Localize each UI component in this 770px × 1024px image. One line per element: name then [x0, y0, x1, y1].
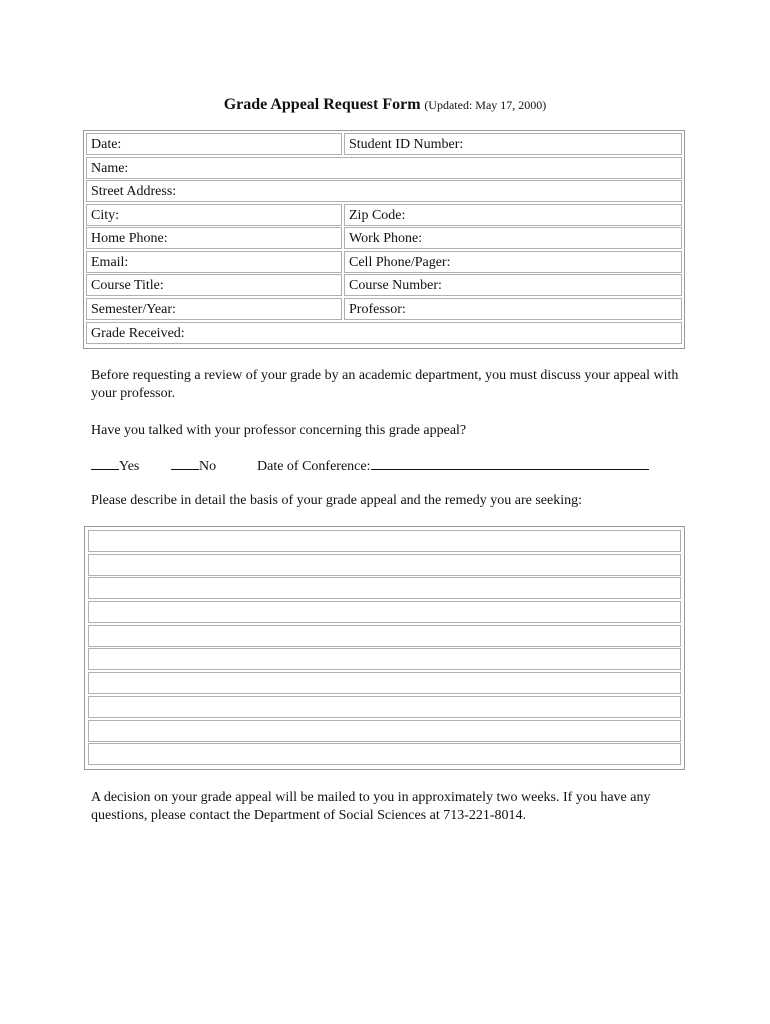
description-line[interactable]	[88, 577, 681, 599]
cell-phone-field[interactable]: Cell Phone/Pager:	[344, 251, 682, 273]
info-row	[86, 180, 682, 203]
student-info-table	[83, 130, 685, 349]
form-title	[0, 96, 770, 114]
name-field[interactable]: Name:	[86, 157, 682, 179]
grade-received-field[interactable]: Grade Received:	[86, 322, 682, 344]
zip-code-field[interactable]: Zip Code:	[344, 204, 682, 226]
info-row	[86, 204, 682, 227]
form-title-main: Grade Appeal Request Form	[223, 96, 421, 113]
info-row	[86, 133, 682, 156]
course-number-field[interactable]: Course Number:	[344, 274, 682, 296]
work-phone-field[interactable]: Work Phone:	[344, 227, 682, 249]
city-field[interactable]: City:	[86, 204, 342, 226]
professor-question: Have you talked with your professor concerning this grade appeal?	[91, 423, 467, 438]
professor-field[interactable]: Professor:	[344, 298, 682, 320]
course-title-field[interactable]: Course Title:	[86, 274, 342, 296]
yes-option[interactable]	[91, 457, 139, 476]
description-line[interactable]	[88, 530, 681, 552]
description-line[interactable]	[88, 648, 681, 670]
info-row	[86, 298, 682, 321]
yes-label: Yes	[119, 459, 140, 474]
info-row	[86, 322, 682, 345]
description-line[interactable]	[88, 625, 681, 647]
conference-label: Date of Conference:	[257, 459, 371, 474]
home-phone-field[interactable]: Home Phone:	[86, 227, 342, 249]
street-address-field[interactable]: Street Address:	[86, 180, 682, 202]
conference-date-field[interactable]	[257, 457, 649, 476]
info-row	[86, 251, 682, 274]
decision-notice: A decision on your grade appeal will be mailed to you in approximately two weeks. If you have any questions, please contact the Department of Social Sciences at 713-221-8014.	[91, 790, 651, 823]
student-id-field[interactable]: Student ID Number:	[344, 133, 682, 155]
appeal-description-box	[84, 526, 685, 770]
date-field[interactable]: Date:	[86, 133, 342, 155]
info-row	[86, 227, 682, 250]
description-line[interactable]	[88, 696, 681, 718]
review-notice: Before requesting a review of your grade by an academic department, you must discuss your appeal with your professor.	[91, 368, 679, 401]
description-line[interactable]	[88, 720, 681, 742]
description-line[interactable]	[88, 743, 681, 765]
description-line[interactable]	[88, 601, 681, 623]
no-label: No	[199, 459, 217, 474]
email-field[interactable]: Email:	[86, 251, 342, 273]
description-line[interactable]	[88, 672, 681, 694]
form-updated-date: (Updated: May 17, 2000)	[424, 98, 547, 112]
semester-year-field[interactable]: Semester/Year:	[86, 298, 342, 320]
describe-prompt: Please describe in detail the basis of your grade appeal and the remedy you are seeking:	[91, 493, 582, 508]
info-row	[86, 157, 682, 180]
description-line[interactable]	[88, 554, 681, 576]
no-option[interactable]	[171, 457, 216, 476]
info-row	[86, 274, 682, 297]
